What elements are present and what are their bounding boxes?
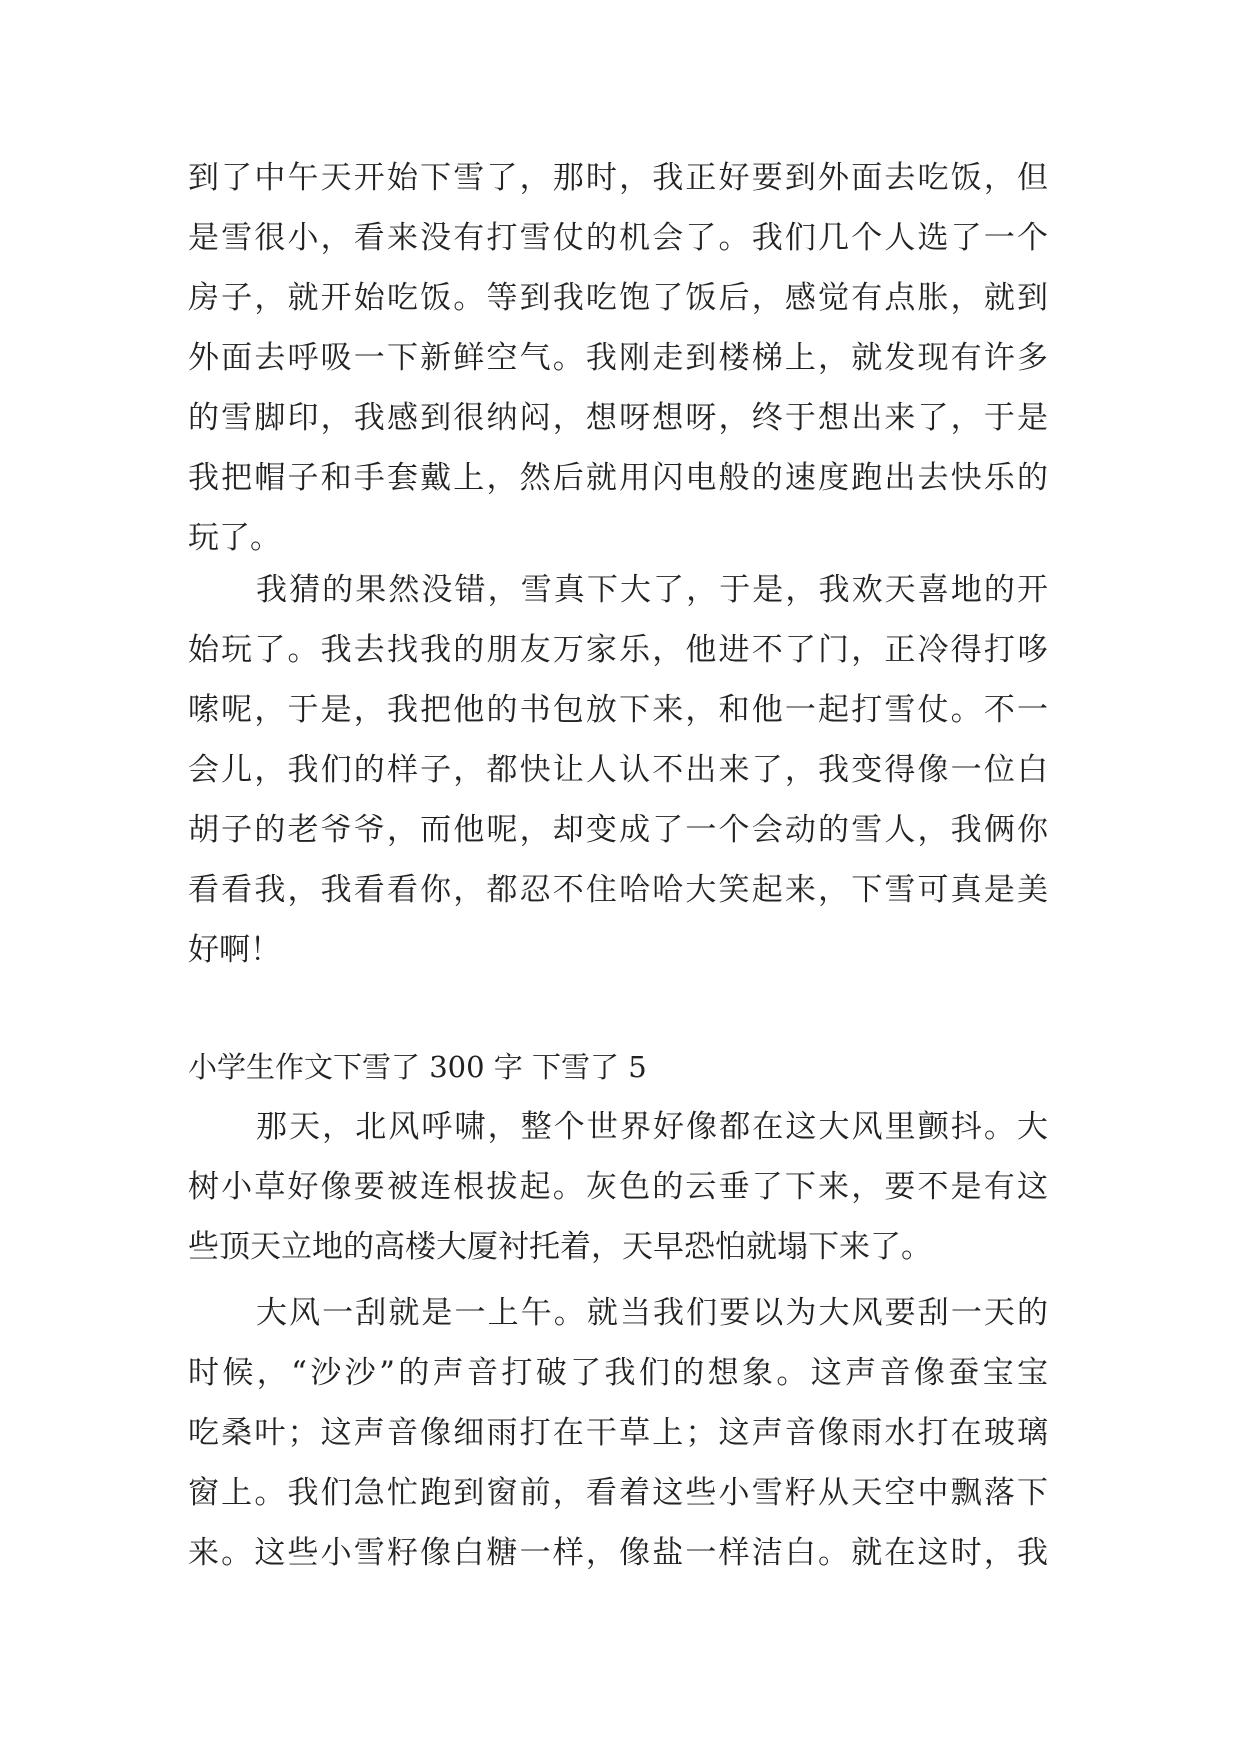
paragraph-line: 到了中午天开始下雪了，那时，我正好要到外面去吃饭，但 xyxy=(188,160,1048,196)
paragraph-3 xyxy=(188,1097,1048,1277)
paragraph-line: 嗦呢，于是，我把他的书包放下来，和他一起打雪仗。不一 xyxy=(188,692,1048,728)
paragraph-line: 好啊！ xyxy=(188,932,281,968)
paragraph-4 xyxy=(188,1283,1048,1583)
paragraph-line: 是雪很小，看来没有打雪仗的机会了。我们几个人选了一个 xyxy=(188,220,1048,256)
paragraph-line: 胡子的老爷爷，而他呢，却变成了一个会动的雪人，我俩你 xyxy=(188,812,1048,848)
paragraph-line: 玩了。 xyxy=(188,520,281,556)
paragraph-line: 看看我，我看看你，都忍不住哈哈大笑起来，下雪可真是美 xyxy=(188,872,1048,908)
paragraph-line: 外面去呼吸一下新鲜空气。我刚走到楼梯上，就发现有许多 xyxy=(188,340,1048,376)
paragraph-line: 的雪脚印，我感到很纳闷，想呀想呀，终于想出来了，于是 xyxy=(188,400,1048,436)
paragraph-line: 始玩了。我去找我的朋友万家乐，他进不了门，正冷得打哆 xyxy=(188,632,1048,668)
paragraph-line: 房子，就开始吃饭。等到我吃饱了饭后，感觉有点胀，就到 xyxy=(188,280,1048,316)
paragraph-line: 树小草好像要被连根拔起。灰色的云垂了下来，要不是有这 xyxy=(188,1169,1048,1205)
paragraph-1 xyxy=(188,148,1048,568)
paragraph-line: 我猜的果然没错，雪真下大了，于是，我欢天喜地的开 xyxy=(256,572,1048,608)
paragraph-line: 我把帽子和手套戴上，然后就用闪电般的速度跑出去快乐的 xyxy=(188,460,1048,496)
paragraph-line: 来。这些小雪籽像白糖一样，像盐一样洁白。就在这时，我 xyxy=(188,1535,1048,1571)
paragraph-line: 窗上。我们急忙跑到窗前，看着这些小雪籽从天空中飘落下 xyxy=(188,1475,1048,1511)
paragraph-line: 时候，“沙沙”的声音打破了我们的想象。这声音像蚕宝宝 xyxy=(188,1355,1048,1391)
paragraph-2 xyxy=(188,560,1048,980)
paragraph-line: 大风一刮就是一上午。就当我们要以为大风要刮一天的 xyxy=(256,1295,1048,1331)
essay-heading: 小学生作文下雪了 300 字 下雪了 5 xyxy=(188,1050,647,1084)
paragraph-line: 吃桑叶；这声音像细雨打在干草上；这声音像雨水打在玻璃 xyxy=(188,1415,1048,1451)
paragraph-line: 那天，北风呼啸，整个世界好像都在这大风里颤抖。大 xyxy=(256,1109,1048,1145)
paragraph-line: 些顶天立地的高楼大厦衬托着，天早恐怕就塌下来了。 xyxy=(188,1229,932,1265)
paragraph-line: 会儿，我们的样子，都快让人认不出来了，我变得像一位白 xyxy=(188,752,1048,788)
